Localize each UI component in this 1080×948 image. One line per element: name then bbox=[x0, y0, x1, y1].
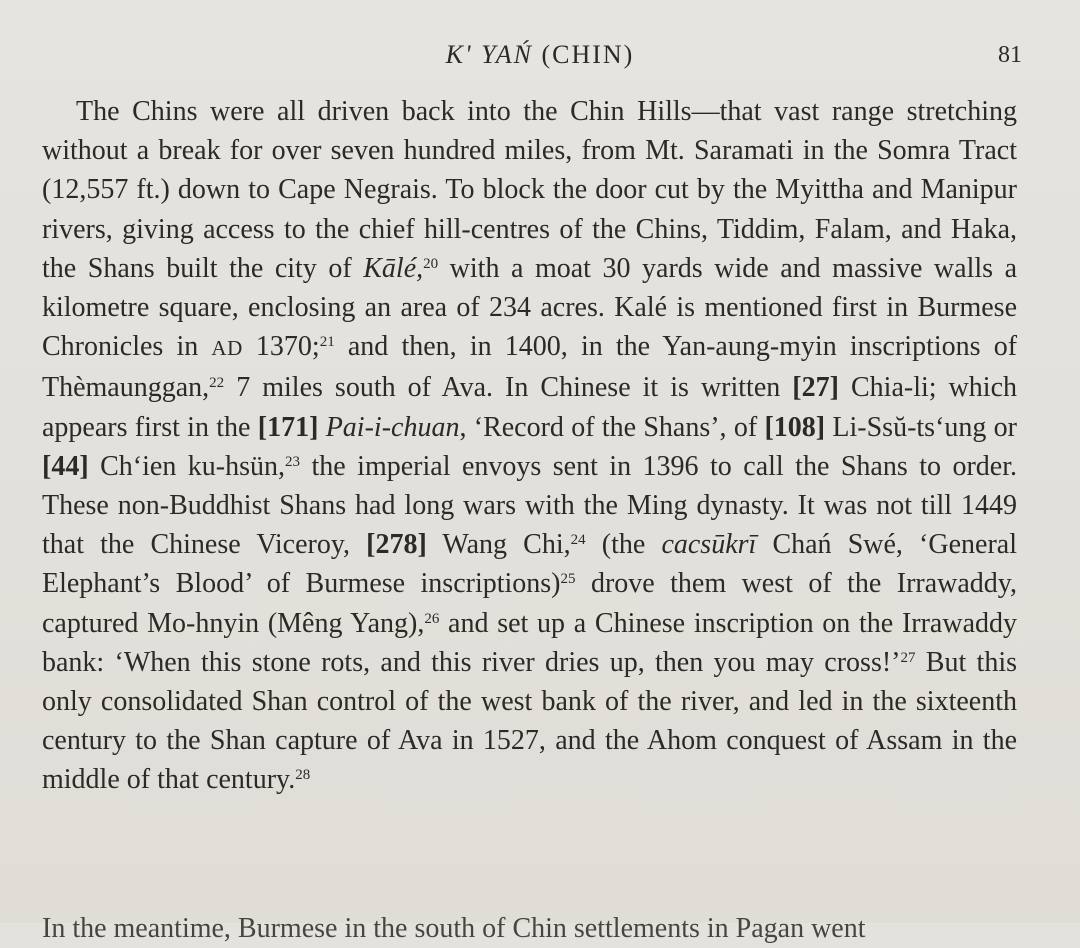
footnote-ref: 28 bbox=[295, 767, 311, 784]
text-run: , ‘Record of the Shans’, of bbox=[459, 411, 765, 443]
running-title-rest: (CHIN) bbox=[532, 40, 635, 69]
running-title bbox=[0, 40, 1080, 70]
italic-title: Pai-i-chuan bbox=[325, 411, 460, 443]
text-run: 7 miles south of Ava. In Chinese it is written bbox=[224, 372, 793, 404]
text-run: Ch‘ien ku-hsün, bbox=[88, 450, 286, 482]
footnote-ref: 23 bbox=[285, 453, 301, 470]
text-run: and set up a Chinese inscription on the Irrawaddy bank: ‘When this stone rots, and this river dries up, then you may cross!’ bbox=[42, 607, 1017, 678]
footnote-ref: 20 bbox=[423, 255, 439, 272]
bracket-ref: [171] bbox=[257, 411, 319, 443]
text-run: the imperial envoys sent in 1396 to call the Shans to order. These non-Buddhist Shans had long wars with the Ming dynasty. It was not till 1449 that the Chinese Viceroy, bbox=[42, 450, 1017, 561]
text-run: Li-Ssŭ-ts‘ung or bbox=[825, 411, 1018, 443]
text-run: and then, in 1400, in the Yan-aung-myin inscriptions of Thèmaunggan, bbox=[42, 331, 1018, 404]
italic-term: cacsūkrī bbox=[661, 529, 757, 561]
footnote-ref: 25 bbox=[560, 571, 576, 588]
italic-term: Kālé, bbox=[363, 252, 424, 284]
text-run: Wang Chi, bbox=[426, 529, 571, 561]
small-caps-era: AD bbox=[211, 336, 243, 361]
text-run: The Chins were all driven back into the Chin Hills—that vast range stretching without a break for over seven hundred miles, from Mt. Saramati in the Somra Tract (12,557 ft.) down to Cape Negrais. To block the door cut by the Myittha and Manipur rivers, giving access to the chief hill-centres of the Chins, Tiddim, Falam, and Haka, the Shans built the city of bbox=[42, 96, 1017, 284]
running-head bbox=[0, 40, 1080, 80]
bracket-ref: [278] bbox=[366, 529, 427, 561]
cut-off-next-line bbox=[42, 905, 1017, 944]
body-text bbox=[42, 92, 1017, 800]
cut-off-text: In the meantime, Burmese in the south of Chin settlements in Pagan went bbox=[42, 913, 866, 944]
text-run: with a moat 30 yards wide and massive walls a kilometre square, enclosing an area of 234 acres. Kalé is mentioned first in Burmese Chronicles in bbox=[42, 252, 1017, 363]
footnote-ref: 27 bbox=[900, 649, 916, 666]
text-run: 1370; bbox=[242, 331, 320, 363]
paragraph bbox=[42, 92, 1017, 800]
footnote-ref: 22 bbox=[209, 375, 225, 392]
bracket-ref: [44] bbox=[42, 450, 89, 482]
page-number: 81 bbox=[998, 42, 1022, 68]
text-run: (the bbox=[585, 529, 662, 561]
text-run: Chia-li; which appears first in the bbox=[42, 372, 1017, 443]
footnote-ref: 21 bbox=[319, 334, 335, 351]
footnote-ref: 24 bbox=[570, 532, 586, 549]
text-run: drove them west of the Irrawaddy, captured Mo-hnyin (Mêng Yang), bbox=[42, 568, 1017, 639]
footnote-ref: 26 bbox=[424, 610, 440, 627]
text-run: But this only consolidated Shan control of the west bank of the river, and led in the sixteenth century to the Shan capture of Ava in 1527, and the Ahom conquest of Assam in the middle of that century. bbox=[42, 646, 1017, 796]
bracket-ref: [27] bbox=[792, 372, 839, 404]
running-title-italic: K' YAŃ bbox=[445, 40, 533, 69]
text-run: Chań Swé, ‘General Elephant’s Blood’ of Burmese inscriptions) bbox=[42, 529, 1017, 600]
bracket-ref: [108] bbox=[764, 411, 826, 443]
